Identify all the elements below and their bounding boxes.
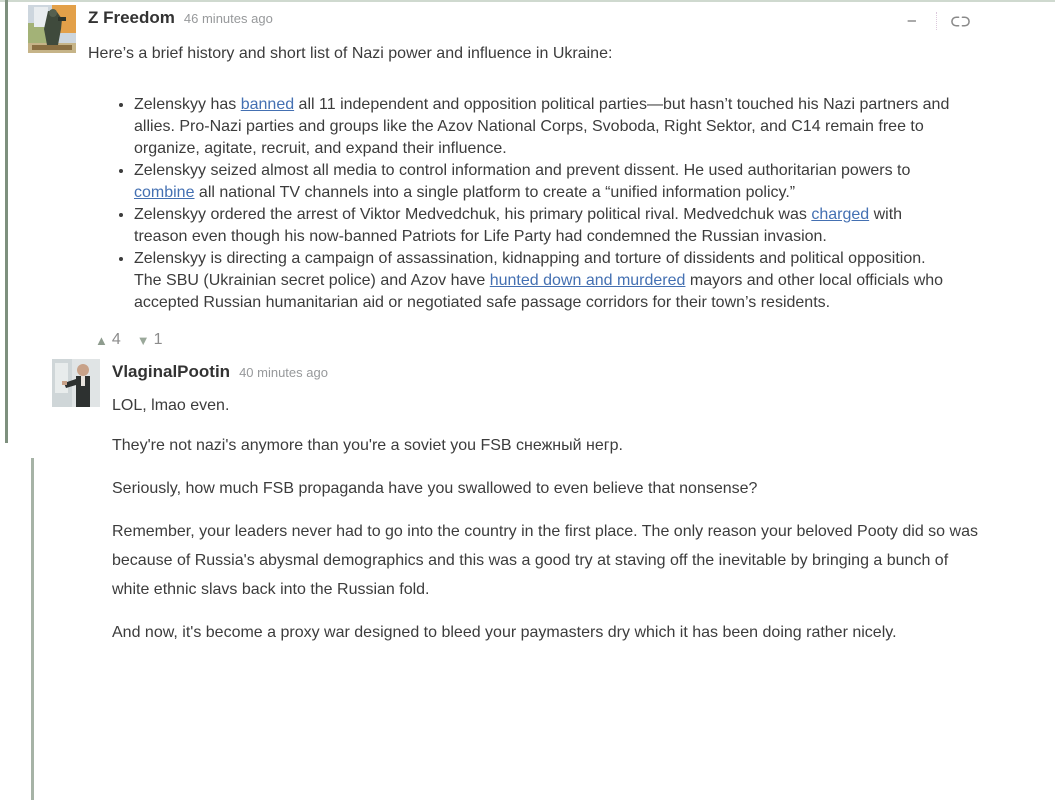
comment-intro-text: Here’s a brief history and short list of Nazi power and influence in Ukraine:: [88, 45, 613, 62]
comment-paragraph: Remember, your leaders never had to go into the country in the first place. The only reason your beloved Pooty did so was because of Russia's abysmal demographics and this was a good try at staving off the inevitable by bringing a bunch of white ethnic slavs back into the Russian fold.: [112, 523, 978, 598]
comment-controls: [904, 11, 971, 31]
author-name[interactable]: VlaginalPootin: [112, 362, 231, 381]
comment-reply: [0, 359, 1055, 661]
upvote-count: 4: [111, 331, 121, 348]
comment-root: [0, 0, 1055, 349]
permalink-icon[interactable]: [950, 15, 971, 28]
inline-link[interactable]: charged: [811, 206, 870, 223]
avatar[interactable]: [28, 5, 76, 53]
inline-link[interactable]: hunted down and murdered: [489, 272, 686, 289]
comment-header: [112, 359, 1055, 382]
comment-paragraph: LOL, lmao even.: [112, 397, 230, 414]
comment-paragraph: Seriously, how much FSB propaganda have you swallowed to even believe that nonsense?: [112, 480, 758, 497]
comment-timestamp: 46 minutes ago: [183, 11, 273, 26]
comment-paragraph: They're not nazi's anymore than you're a soviet you FSB снежный негр.: [112, 437, 623, 454]
bullet-list: [88, 94, 1055, 314]
comment-content: [88, 5, 1055, 349]
inline-link[interactable]: combine: [134, 184, 195, 201]
inline-link[interactable]: banned: [240, 96, 295, 113]
comment-body: [112, 395, 1055, 647]
downvote-count: 1: [153, 331, 163, 348]
reply-comment-rail: [31, 458, 34, 800]
vote-bar: [95, 331, 1055, 349]
comment-header: [88, 5, 1055, 28]
bullet-item: • Zelenskyy ordered the arrest of Viktor Medvedchuk, his primary political rival. Medvedchuk was charged with treason even though his now-banned Patriots for Life Party had condemned the Russian invasion.: [134, 204, 956, 248]
root-comment-rail: [5, 0, 8, 443]
comment-content: [112, 359, 1055, 661]
controls-divider: [936, 12, 937, 30]
upvote-icon[interactable]: ▲: [95, 332, 108, 348]
author-name[interactable]: Z Freedom: [88, 8, 175, 27]
thread-top-border: [0, 0, 1055, 2]
collapse-icon[interactable]: –: [904, 14, 920, 28]
soldier-avatar-image: [28, 5, 76, 53]
bullet-item: • Zelenskyy is directing a campaign of assassination, kidnapping and torture of dissidents and political opposition. The SBU (Ukrainian secret police) and Azov have hunted down and murdered mayors and other local officials who accepted Russian humanitarian aid or negotiated safe passage corridors for their town’s residents.: [134, 248, 956, 314]
bullet-item: • Zelenskyy seized almost all media to control information and prevent dissent. He used authoritarian powers to combine all national TV channels into a single platform to create a “unified information policy.”: [134, 160, 956, 204]
bullet-item: • Zelenskyy has banned all 11 independent and opposition political parties—but hasn’t touched his Nazi partners and allies. Pro-Nazi parties and groups like the Azov National Corps, Svoboda, Right Sektor, and C14 remain free to organize, agitate, recruit, and expand their influence.: [134, 94, 956, 160]
comment-timestamp: 40 minutes ago: [239, 365, 328, 380]
comment-paragraph: And now, it's become a proxy war designed to bleed your paymasters dry which it has been doing rather nicely.: [112, 624, 897, 641]
avatar[interactable]: [52, 359, 100, 407]
suit-man-avatar-image: [52, 359, 100, 407]
downvote-icon[interactable]: ▼: [136, 332, 150, 348]
